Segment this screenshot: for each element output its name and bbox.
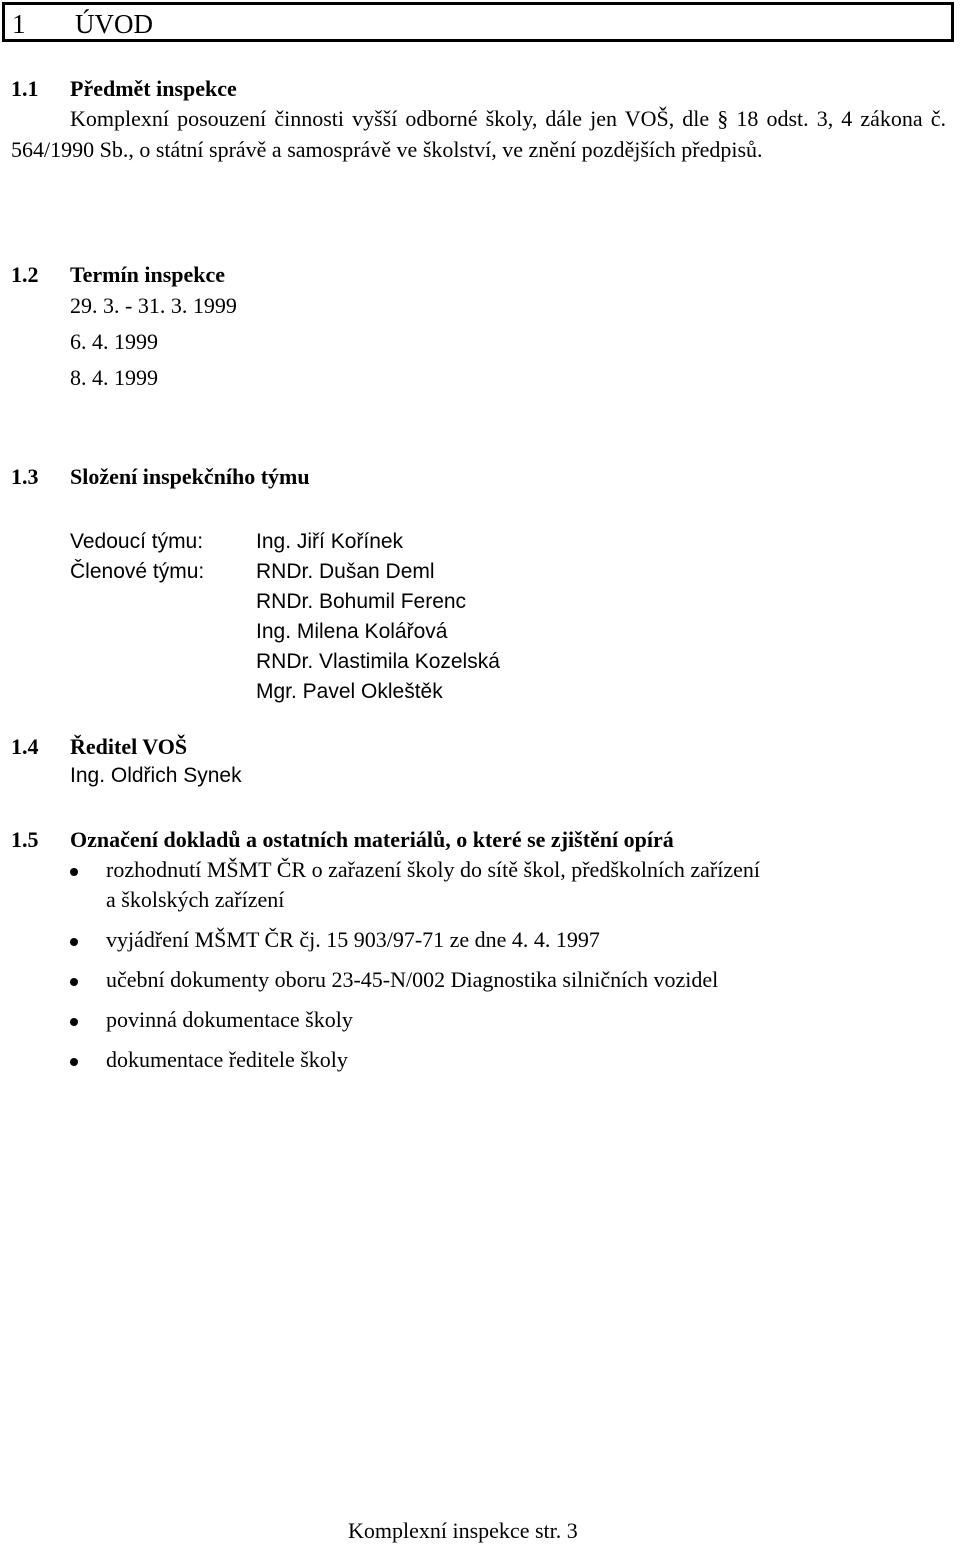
inspection-date: 29. 3. - 31. 3. 1999 bbox=[70, 293, 237, 318]
section-1-3-title: Složení inspekčního týmu bbox=[70, 464, 310, 489]
chapter-number: 1 bbox=[12, 9, 26, 39]
chapter-title: ÚVOD bbox=[75, 9, 153, 39]
team-leader-name: Ing. Jiří Kořínek bbox=[256, 530, 404, 553]
bullet-icon bbox=[70, 938, 78, 946]
team-member-name: RNDr. Bohumil Ferenc bbox=[256, 590, 467, 613]
section-1-4-number: 1.4 bbox=[11, 734, 39, 759]
section-1-5-title: Označení dokladů a ostatních materiálů, o které se zjištění opírá bbox=[70, 827, 674, 852]
document-list-item: vyjádření MŠMT ČR čj. 15 903/97-71 ze dne 4. 4. 1997 bbox=[106, 927, 600, 952]
inspection-date: 6. 4. 1999 bbox=[70, 329, 158, 354]
section-1-1-number: 1.1 bbox=[11, 76, 39, 101]
section-1-2-title: Termín inspekce bbox=[70, 262, 226, 287]
section-1-1-text-line1: Komplexní posouzení činnosti vyšší odborné školy, dále jen VOŠ, dle § 18 bbox=[70, 106, 759, 131]
document-list-item: dokumentace ředitele školy bbox=[106, 1047, 348, 1072]
team-member-name: Ing. Milena Kolářová bbox=[256, 620, 448, 643]
team-members-label: Členové týmu: bbox=[70, 560, 205, 583]
team-member-name: Mgr. Pavel Okleštěk bbox=[256, 680, 443, 703]
document-list-item: učební dokumenty oboru 23-45-N/002 Diagnostika silničních vozidel bbox=[106, 967, 719, 992]
document-list-item-continuation: a školských zařízení bbox=[106, 887, 285, 912]
section-1-3-number: 1.3 bbox=[11, 464, 39, 489]
inspection-date: 8. 4. 1999 bbox=[70, 365, 158, 390]
team-leader-label: Vedoucí týmu: bbox=[70, 530, 204, 553]
section-1-2-number: 1.2 bbox=[11, 262, 39, 287]
bullet-icon bbox=[70, 1018, 78, 1026]
section-1-1-text-rest: odst. 3, 4 zákona č. 564/1990 Sb., o státní správě a samosprávě ve školství, ve znění pozdějších předpisů. bbox=[11, 106, 947, 162]
director-name: Ing. Oldřich Synek bbox=[70, 764, 242, 787]
chapter-heading bbox=[2, 2, 954, 42]
page-footer: Komplexní inspekce str. 3 bbox=[348, 1518, 578, 1543]
section-1-1-title: Předmět inspekce bbox=[70, 76, 237, 101]
team-member-name: RNDr. Vlastimila Kozelská bbox=[256, 650, 500, 673]
section-1-5-number: 1.5 bbox=[11, 827, 39, 852]
team-member-name: RNDr. Dušan Deml bbox=[256, 560, 435, 583]
bullet-icon bbox=[70, 978, 78, 986]
document-list-item: povinná dokumentace školy bbox=[106, 1007, 353, 1032]
section-1-4-title: Ředitel VOŠ bbox=[70, 734, 188, 759]
section-1-1-paragraph bbox=[11, 103, 946, 165]
bullet-icon bbox=[70, 868, 78, 876]
document-list-item: rozhodnutí MŠMT ČR o zařazení školy do sítě škol, předškolních zařízení bbox=[106, 857, 760, 882]
bullet-icon bbox=[70, 1058, 78, 1066]
